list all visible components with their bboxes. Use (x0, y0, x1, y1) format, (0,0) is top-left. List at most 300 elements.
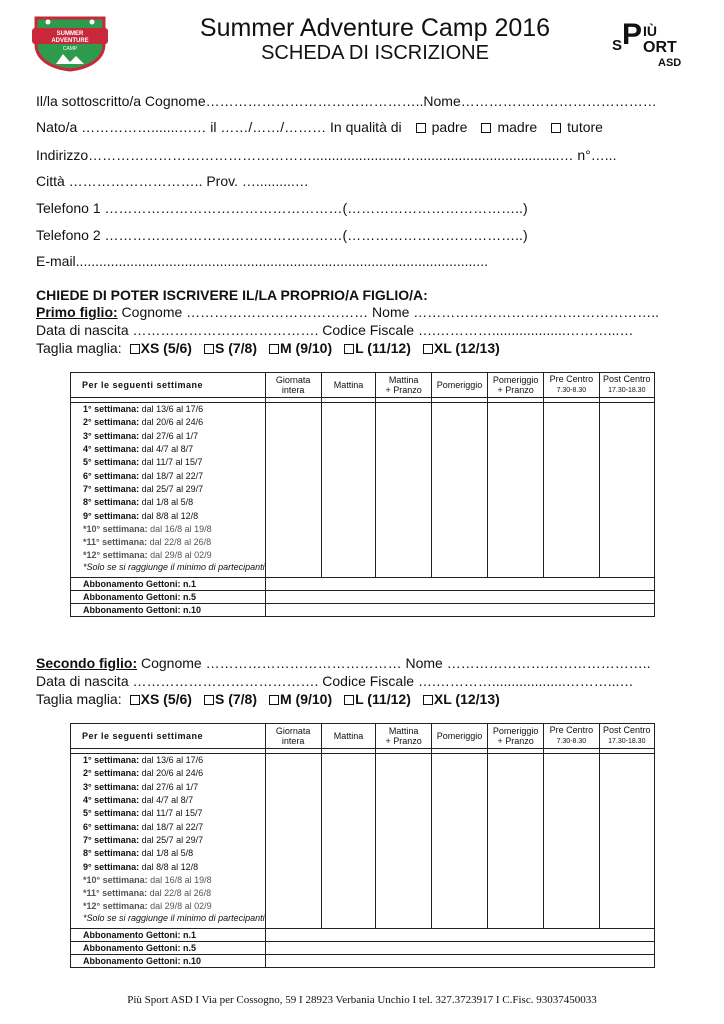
cell-pomeriggio[interactable] (431, 469, 487, 482)
cell-mattina[interactable] (321, 482, 376, 495)
cell-pre-centro[interactable] (544, 873, 599, 886)
cell-mattina[interactable] (321, 416, 376, 429)
cell-mattina[interactable] (321, 535, 376, 548)
cell-pomeriggio-pranzo[interactable] (488, 807, 544, 820)
cell-pomeriggio-pranzo[interactable] (488, 482, 544, 495)
cell-giornata[interactable] (265, 780, 321, 793)
cell-pomeriggio[interactable] (431, 496, 487, 509)
abbonamento-row (71, 928, 655, 941)
child2-sizes (36, 691, 500, 707)
cell-giornata[interactable] (265, 820, 321, 833)
week-row (71, 767, 655, 780)
cell-giornata[interactable] (265, 549, 321, 562)
cell-post-centro[interactable] (599, 496, 654, 509)
cell-mattina[interactable] (321, 469, 376, 482)
col-pomeriggio-pranzo: Pomeriggio + Pranzo (488, 373, 544, 398)
child2-name-line[interactable] (36, 655, 651, 671)
cell-pre-centro[interactable] (544, 535, 599, 548)
cell-pomeriggio[interactable] (431, 535, 487, 548)
cell-giornata[interactable] (265, 429, 321, 442)
city-line[interactable]: Città ……………………….. Prov. …..........… (36, 173, 309, 189)
size-label: Taglia maglia: (36, 340, 122, 356)
cell-pomeriggio-pranzo[interactable] (488, 509, 544, 522)
size-xs: XS (5/6) (140, 340, 192, 356)
week-label: 6° settimana: dal 18/7 al 22/7 (71, 820, 266, 833)
madre-checkbox[interactable] (481, 123, 491, 133)
cell-pomeriggio[interactable] (431, 807, 487, 820)
week-row (71, 793, 655, 806)
cell-post-centro[interactable] (599, 522, 654, 535)
cell-pomeriggio-pranzo[interactable] (488, 886, 544, 899)
cell-mattina-pranzo[interactable] (376, 900, 432, 913)
svg-text:CAMP: CAMP (62, 46, 78, 52)
cell-pomeriggio-pranzo[interactable] (488, 780, 544, 793)
week-label: *12° settimana: dal 29/8 al 02/9 (71, 900, 266, 913)
cell-mattina[interactable] (321, 496, 376, 509)
cell-mattina-pranzo[interactable] (376, 767, 432, 780)
cell-mattina-pranzo[interactable] (376, 860, 432, 873)
cell-mattina-pranzo[interactable] (376, 403, 432, 416)
week-label: *11° settimana: dal 22/8 al 26/8 (71, 886, 266, 899)
svg-text:P: P (622, 18, 643, 51)
abbonamento-label: Abbonamento Gettoni: n.1 (71, 577, 266, 590)
cell-giornata[interactable] (265, 403, 321, 416)
cell-pomeriggio-pranzo[interactable] (488, 416, 544, 429)
svg-text:IÙ: IÙ (643, 23, 657, 39)
cell-pre-centro[interactable] (544, 754, 599, 767)
cell-giornata[interactable] (265, 416, 321, 429)
cell-pomeriggio-pranzo[interactable] (488, 535, 544, 548)
cell-mattina-pranzo[interactable] (376, 482, 432, 495)
cell-mattina-pranzo[interactable] (376, 496, 432, 509)
cell-mattina-pranzo[interactable] (376, 535, 432, 548)
cell-giornata[interactable] (265, 469, 321, 482)
weeks-table-child2 (70, 723, 655, 968)
cell-mattina[interactable] (321, 403, 376, 416)
col-mattina: Mattina (321, 724, 376, 749)
week-label: 1° settimana: dal 13/6 al 17/6 (71, 403, 266, 416)
cell-pre-centro[interactable] (544, 820, 599, 833)
week-label: 3° settimana: dal 27/6 al 1/7 (71, 429, 266, 442)
cell-mattina[interactable] (321, 780, 376, 793)
cell-giornata[interactable] (265, 847, 321, 860)
note-row (71, 562, 655, 572)
cell-pomeriggio-pranzo[interactable] (488, 900, 544, 913)
abbonamento-row (71, 954, 655, 967)
size-label: Taglia maglia: (36, 691, 122, 707)
cell-pre-centro[interactable] (544, 456, 599, 469)
size-s-checkbox[interactable] (204, 344, 214, 354)
cell-mattina[interactable] (321, 522, 376, 535)
cell-pomeriggio-pranzo[interactable] (488, 754, 544, 767)
cell-mattina-pranzo[interactable] (376, 456, 432, 469)
week-label: 4° settimana: dal 4/7 al 8/7 (71, 442, 266, 455)
week-label: 4° settimana: dal 4/7 al 8/7 (71, 793, 266, 806)
cell-mattina[interactable] (321, 456, 376, 469)
cell-mattina-pranzo[interactable] (376, 522, 432, 535)
cell-post-centro[interactable] (599, 549, 654, 562)
cell-post-centro[interactable] (599, 886, 654, 899)
size-l: L (11/12) (355, 691, 411, 707)
cell-mattina[interactable] (321, 860, 376, 873)
svg-text:SUMMER: SUMMER (56, 31, 84, 37)
cell-giornata[interactable] (265, 509, 321, 522)
cell-mattina-pranzo[interactable] (376, 509, 432, 522)
cell-post-centro[interactable] (599, 403, 654, 416)
cell-pre-centro[interactable] (544, 847, 599, 860)
cell-pre-centro[interactable] (544, 807, 599, 820)
child1-label: Primo figlio: (36, 304, 118, 320)
cell-giornata[interactable] (265, 456, 321, 469)
child1-name-text: Cognome ………………………………… Nome …………………………………………….. (117, 304, 660, 320)
cell-giornata[interactable] (265, 793, 321, 806)
abbonamento-label: Abbonamento Gettoni: n.10 (71, 603, 266, 616)
cell-mattina-pranzo[interactable] (376, 873, 432, 886)
cell-pre-centro[interactable] (544, 522, 599, 535)
week-row (71, 522, 655, 535)
madre-label: madre (497, 119, 538, 135)
weeks-header: Per le seguenti settimane (71, 724, 266, 749)
child1-name-line[interactable] (36, 304, 659, 320)
weeks-body (71, 749, 655, 968)
cell-pomeriggio-pranzo[interactable] (488, 873, 544, 886)
cell-giornata[interactable] (265, 833, 321, 846)
week-label: 7° settimana: dal 25/7 al 29/7 (71, 833, 266, 846)
week-row (71, 482, 655, 495)
cell-pre-centro[interactable] (544, 780, 599, 793)
week-label: 5° settimana: dal 11/7 al 15/7 (71, 807, 266, 820)
cell-mattina[interactable] (321, 767, 376, 780)
cell-mattina[interactable] (321, 900, 376, 913)
abbonamento-cell[interactable] (265, 590, 654, 603)
week-row (71, 847, 655, 860)
week-label: *10° settimana: dal 16/8 al 19/8 (71, 522, 266, 535)
cell-pre-centro[interactable] (544, 767, 599, 780)
cell-mattina-pranzo[interactable] (376, 754, 432, 767)
week-row (71, 442, 655, 455)
cell-post-centro[interactable] (599, 754, 654, 767)
cell-mattina[interactable] (321, 886, 376, 899)
cell-pre-centro[interactable] (544, 429, 599, 442)
address-line[interactable]: Indirizzo………………………………………….......................….....................................… n°…... (36, 147, 617, 163)
phone1-line[interactable]: Telefono 1 ……………………………………………(………………………………..) (36, 200, 528, 216)
week-row (71, 860, 655, 873)
week-row (71, 403, 655, 416)
week-row (71, 509, 655, 522)
abbonamento-cell[interactable] (265, 954, 654, 967)
note-text: *Solo se si raggiunge il minimo di partecipanti (71, 562, 266, 572)
cell-pomeriggio-pranzo[interactable] (488, 469, 544, 482)
cell-mattina[interactable] (321, 847, 376, 860)
cell-pomeriggio[interactable] (431, 780, 487, 793)
birth-text: Nato/a …………….......…… il ……/……/……… In qualità di (36, 119, 402, 135)
cell-pomeriggio-pranzo[interactable] (488, 522, 544, 535)
size-xs-checkbox[interactable] (130, 695, 140, 705)
week-row (71, 535, 655, 548)
cell-pomeriggio-pranzo[interactable] (488, 429, 544, 442)
cell-giornata[interactable] (265, 482, 321, 495)
cell-post-centro[interactable] (599, 860, 654, 873)
cell-mattina[interactable] (321, 442, 376, 455)
week-label: *10° settimana: dal 16/8 al 19/8 (71, 873, 266, 886)
abbonamento-cell[interactable] (265, 928, 654, 941)
cell-pre-centro[interactable] (544, 860, 599, 873)
size-s: S (7/8) (214, 691, 257, 707)
piu-sport-logo (610, 18, 692, 72)
abbonamento-row (71, 590, 655, 603)
week-row (71, 873, 655, 886)
cell-giornata[interactable] (265, 767, 321, 780)
col-mattina: Mattina (321, 373, 376, 398)
cell-pre-centro[interactable] (544, 482, 599, 495)
cell-pre-centro[interactable] (544, 509, 599, 522)
cell-mattina-pranzo[interactable] (376, 820, 432, 833)
cell-mattina[interactable] (321, 509, 376, 522)
week-row (71, 429, 655, 442)
col-pre-centro: Pre Centro 7.30-8.30 (544, 724, 599, 749)
cell-pomeriggio-pranzo[interactable] (488, 549, 544, 562)
size-m: M (9/10) (279, 691, 333, 707)
cell-mattina-pranzo[interactable] (376, 549, 432, 562)
cell-mattina[interactable] (321, 820, 376, 833)
cell-post-centro[interactable] (599, 482, 654, 495)
tutore-label: tutore (567, 119, 603, 135)
child1-birth-line[interactable]: Data di nascita …………………………………. Codice Fiscale ….…………...................………...… (36, 322, 634, 338)
padre-label: padre (431, 119, 468, 135)
cell-pomeriggio-pranzo[interactable] (488, 860, 544, 873)
abbonamento-row (71, 577, 655, 590)
week-label: 6° settimana: dal 18/7 al 22/7 (71, 469, 266, 482)
cell-mattina[interactable] (321, 873, 376, 886)
child2-birth-line[interactable]: Data di nascita …………………………………. Codice Fiscale ….…………...................………...… (36, 673, 634, 689)
col-pomeriggio: Pomeriggio (431, 373, 487, 398)
cell-pre-centro[interactable] (544, 886, 599, 899)
cell-giornata[interactable] (265, 522, 321, 535)
cell-pomeriggio[interactable] (431, 456, 487, 469)
cell-post-centro[interactable] (599, 429, 654, 442)
cell-pre-centro[interactable] (544, 403, 599, 416)
cell-pomeriggio-pranzo[interactable] (488, 820, 544, 833)
week-row (71, 900, 655, 913)
abbonamento-label: Abbonamento Gettoni: n.5 (71, 941, 266, 954)
cell-mattina[interactable] (321, 549, 376, 562)
cell-pomeriggio-pranzo[interactable] (488, 496, 544, 509)
week-label: 8° settimana: dal 1/8 al 5/8 (71, 847, 266, 860)
cell-giornata[interactable] (265, 535, 321, 548)
cell-pomeriggio[interactable] (431, 793, 487, 806)
cell-pre-centro[interactable] (544, 900, 599, 913)
abbonamento-label: Abbonamento Gettoni: n.5 (71, 590, 266, 603)
cell-post-centro[interactable] (599, 833, 654, 846)
cell-giornata[interactable] (265, 807, 321, 820)
cell-pomeriggio[interactable] (431, 820, 487, 833)
cell-giornata[interactable] (265, 900, 321, 913)
cell-pomeriggio[interactable] (431, 509, 487, 522)
size-s-checkbox[interactable] (204, 695, 214, 705)
size-l: L (11/12) (355, 340, 411, 356)
cell-mattina[interactable] (321, 429, 376, 442)
cell-giornata[interactable] (265, 886, 321, 899)
size-s: S (7/8) (214, 340, 257, 356)
cell-mattina-pranzo[interactable] (376, 847, 432, 860)
cell-giornata[interactable] (265, 754, 321, 767)
cell-pomeriggio[interactable] (431, 833, 487, 846)
cell-pre-centro[interactable] (544, 416, 599, 429)
cell-giornata[interactable] (265, 860, 321, 873)
abbonamento-label: Abbonamento Gettoni: n.1 (71, 928, 266, 941)
cell-pomeriggio[interactable] (431, 900, 487, 913)
cell-mattina-pranzo[interactable] (376, 429, 432, 442)
padre-checkbox[interactable] (416, 123, 426, 133)
cell-giornata[interactable] (265, 496, 321, 509)
cell-mattina-pranzo[interactable] (376, 442, 432, 455)
cell-pomeriggio-pranzo[interactable] (488, 793, 544, 806)
size-l-checkbox[interactable] (344, 695, 354, 705)
cell-pomeriggio[interactable] (431, 522, 487, 535)
abbonamento-cell[interactable] (265, 941, 654, 954)
abbonamento-row (71, 941, 655, 954)
cell-pre-centro[interactable] (544, 793, 599, 806)
week-row (71, 416, 655, 429)
cell-pre-centro[interactable] (544, 442, 599, 455)
weeks-header: Per le seguenti settimane (71, 373, 266, 398)
cell-giornata[interactable] (265, 873, 321, 886)
size-m-checkbox[interactable] (269, 695, 279, 705)
cell-pomeriggio[interactable] (431, 767, 487, 780)
child1-sizes (36, 340, 500, 356)
cell-pomeriggio-pranzo[interactable] (488, 847, 544, 860)
cell-mattina-pranzo[interactable] (376, 793, 432, 806)
cell-post-centro[interactable] (599, 847, 654, 860)
week-label: *11° settimana: dal 22/8 al 26/8 (71, 535, 266, 548)
size-xs-checkbox[interactable] (130, 344, 140, 354)
cell-pomeriggio[interactable] (431, 403, 487, 416)
week-label: 5° settimana: dal 11/7 al 15/7 (71, 456, 266, 469)
cell-pomeriggio[interactable] (431, 754, 487, 767)
cell-post-centro[interactable] (599, 535, 654, 548)
cell-mattina-pranzo[interactable] (376, 469, 432, 482)
cell-post-centro[interactable] (599, 469, 654, 482)
cell-mattina[interactable] (321, 793, 376, 806)
week-label: 7° settimana: dal 25/7 al 29/7 (71, 482, 266, 495)
col-mattina-pranzo: Mattina + Pranzo (376, 724, 432, 749)
size-xl-checkbox[interactable] (423, 344, 433, 354)
cell-pomeriggio[interactable] (431, 429, 487, 442)
week-label: 3° settimana: dal 27/6 al 1/7 (71, 780, 266, 793)
svg-text:S: S (612, 37, 623, 54)
request-heading: CHIEDE DI POTER ISCRIVERE IL/LA PROPRIO/A FIGLIO/A: (36, 287, 428, 303)
email-line[interactable]: E-mail.......................................................................................................... (36, 253, 488, 269)
cell-mattina-pranzo[interactable] (376, 780, 432, 793)
cell-mattina[interactable] (321, 833, 376, 846)
weeks-body (71, 398, 655, 617)
cell-mattina-pranzo[interactable] (376, 886, 432, 899)
abbonamento-cell[interactable] (265, 577, 654, 590)
cell-giornata[interactable] (265, 442, 321, 455)
cell-post-centro[interactable] (599, 456, 654, 469)
week-label: 1° settimana: dal 13/6 al 17/6 (71, 754, 266, 767)
abbonamento-cell[interactable] (265, 603, 654, 616)
cell-pomeriggio[interactable] (431, 873, 487, 886)
cell-post-centro[interactable] (599, 767, 654, 780)
tutore-checkbox[interactable] (551, 123, 561, 133)
camp-badge-logo (30, 14, 110, 72)
cell-pre-centro[interactable] (544, 549, 599, 562)
size-m: M (9/10) (279, 340, 333, 356)
cell-mattina-pranzo[interactable] (376, 807, 432, 820)
cell-pomeriggio[interactable] (431, 482, 487, 495)
footer: Più Sport ASD I Via per Cossogno, 59 I 28923 Verbania Unchio I tel. 327.3723917 I C.Fisc. 93037450033 (127, 994, 597, 1006)
parent-birth-line[interactable] (36, 119, 603, 135)
size-xl-checkbox[interactable] (423, 695, 433, 705)
cell-pomeriggio-pranzo[interactable] (488, 403, 544, 416)
cell-post-centro[interactable] (599, 873, 654, 886)
week-row (71, 549, 655, 562)
phone2-line[interactable]: Telefono 2 ……………………………………………(………………………………..) (36, 227, 528, 243)
page-subtitle: SCHEDA DI ISCRIZIONE (261, 42, 489, 64)
week-row (71, 754, 655, 767)
svg-text:ASD: ASD (658, 57, 682, 69)
cell-post-centro[interactable] (599, 820, 654, 833)
cell-pre-centro[interactable] (544, 496, 599, 509)
cell-mattina[interactable] (321, 807, 376, 820)
cell-pre-centro[interactable] (544, 469, 599, 482)
week-label: *12° settimana: dal 29/8 al 02/9 (71, 549, 266, 562)
cell-post-centro[interactable] (599, 900, 654, 913)
cell-post-centro[interactable] (599, 780, 654, 793)
cell-mattina-pranzo[interactable] (376, 833, 432, 846)
cell-post-centro[interactable] (599, 416, 654, 429)
cell-pomeriggio[interactable] (431, 847, 487, 860)
page-title: Summer Adventure Camp 2016 (199, 14, 551, 42)
cell-post-centro[interactable] (599, 442, 654, 455)
col-pomeriggio-pranzo: Pomeriggio + Pranzo (488, 724, 544, 749)
week-label: 9° settimana: dal 8/8 al 12/8 (71, 509, 266, 522)
size-m-checkbox[interactable] (269, 344, 279, 354)
size-l-checkbox[interactable] (344, 344, 354, 354)
col-giornata: Giornata intera (265, 373, 321, 398)
cell-pomeriggio[interactable] (431, 416, 487, 429)
cell-pomeriggio[interactable] (431, 549, 487, 562)
col-post-centro: Post Centro 17.30-18.30 (599, 373, 654, 398)
cell-pomeriggio-pranzo[interactable] (488, 833, 544, 846)
cell-pomeriggio[interactable] (431, 860, 487, 873)
cell-pre-centro[interactable] (544, 833, 599, 846)
child2-label: Secondo figlio: (36, 655, 138, 671)
parent-name-line[interactable]: Il/la sottoscritto/a Cognome………………………………………..Nome…………………………………… (36, 93, 657, 109)
cell-mattina-pranzo[interactable] (376, 416, 432, 429)
week-row (71, 456, 655, 469)
cell-pomeriggio[interactable] (431, 886, 487, 899)
week-row (71, 780, 655, 793)
week-label: 2° settimana: dal 20/6 al 24/6 (71, 767, 266, 780)
cell-post-centro[interactable] (599, 509, 654, 522)
cell-pomeriggio-pranzo[interactable] (488, 442, 544, 455)
cell-post-centro[interactable] (599, 807, 654, 820)
cell-mattina[interactable] (321, 754, 376, 767)
abbonamento-row (71, 603, 655, 616)
cell-pomeriggio[interactable] (431, 442, 487, 455)
cell-post-centro[interactable] (599, 793, 654, 806)
week-row (71, 833, 655, 846)
cell-pomeriggio-pranzo[interactable] (488, 767, 544, 780)
col-pomeriggio: Pomeriggio (431, 724, 487, 749)
cell-pomeriggio-pranzo[interactable] (488, 456, 544, 469)
title-block (140, 14, 610, 64)
week-label: 9° settimana: dal 8/8 al 12/8 (71, 860, 266, 873)
week-row (71, 886, 655, 899)
col-mattina-pranzo: Mattina + Pranzo (376, 373, 432, 398)
